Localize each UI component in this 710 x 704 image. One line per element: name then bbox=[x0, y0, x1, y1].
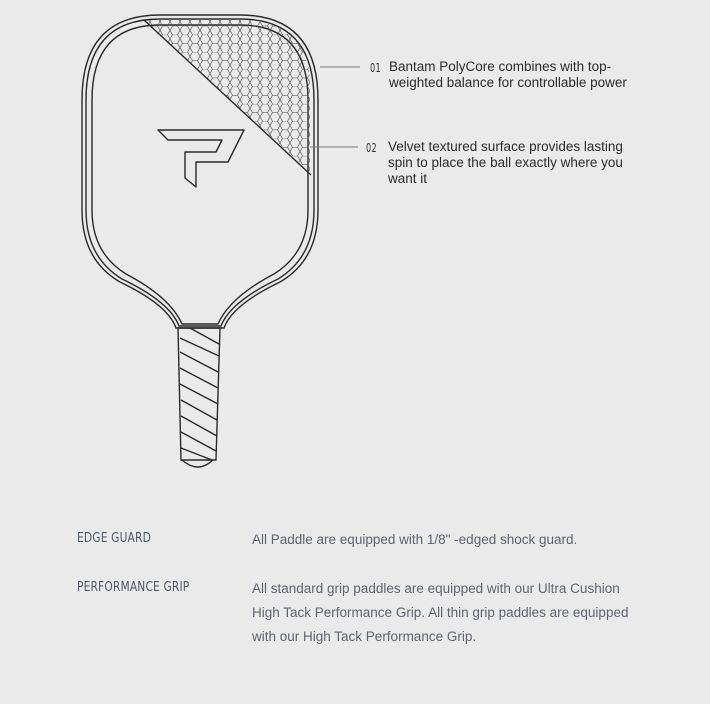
spec-value: All standard grip paddles are equipped with our Ultra Cushion High Tack Performance Grip. All thin grip paddles are equipped with our High Tack Performance Grip. bbox=[252, 581, 629, 644]
brand-logo-icon bbox=[158, 130, 244, 187]
callout-2-text: Velvet textured surface provides lasting spin to place the ball exactly where you want it bbox=[388, 139, 623, 186]
callout-1-number: 01 bbox=[370, 61, 382, 75]
spec-label: PERFORMANCE GRIP bbox=[77, 580, 190, 595]
spec-row-edge-guard bbox=[77, 528, 632, 552]
spec-row-performance-grip bbox=[77, 577, 632, 649]
callout-2-number: 02 bbox=[366, 141, 378, 155]
callout-1-text: Bantam PolyCore combines with top-weighted balance for controllable power bbox=[389, 59, 627, 90]
spec-value: All Paddle are equipped with 1/8" -edged shock guard. bbox=[252, 532, 578, 547]
spec-label: EDGE GUARD bbox=[77, 531, 151, 546]
callout-2 bbox=[366, 139, 646, 187]
paddle-handle bbox=[178, 328, 220, 467]
callout-1 bbox=[370, 59, 640, 91]
